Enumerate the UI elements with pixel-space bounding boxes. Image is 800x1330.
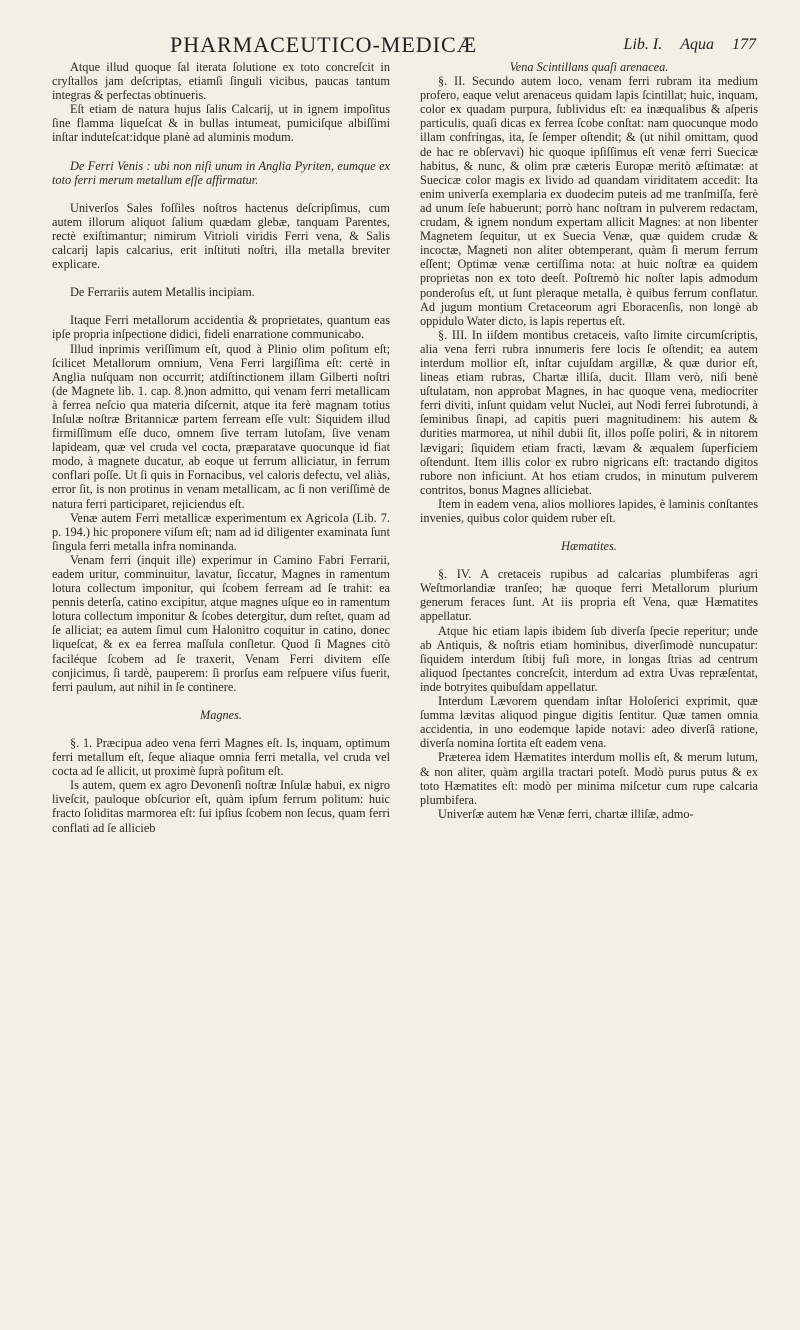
section-heading-vena: Vena Scintillans quaſi arenacea. — [509, 60, 669, 74]
header-page-number: 177 — [732, 36, 756, 53]
right-column — [420, 60, 758, 821]
paragraph: Illud inprimis veriſſimum eſt, quod à Plinio olim poſitum eſt; ſcilicet Metallorum omnium, Vena Ferri largiſſima eſt: certè in Anglia nuſquam non occurrit; atdiſtinctionem illam Gilberti noſtri (de Magnete lib. 1. cap. 8.)non admitto, qui venam ferri metallicam à ferrea neſcio qua materia diſcernit, atque ita ferè magnam totius Inſulæ noſtræ Britannicæ partem ferream eſſe vult: Siquidem illud firmiſſimum eſſe duco, omnem ſive terram lutoſam, ſive venam lapideam, quæ vel cruda vel cocta, præparatave quocunque id fiat modo, à magnete ducatur, ab eoque ut ferrum alliciatur, in ferrum conflari poſſe. Ut ſi quis in Fornacibus, vel caloris defectu, vel aliàs, error ſit, is non protinus in venam metallicam, ac ſi non veriſſimè de natura ferri participaret, rejiciendus eſt. — [52, 341, 390, 511]
header-right — [610, 36, 756, 54]
left-column — [52, 60, 390, 835]
header-book: Lib. I. — [623, 36, 663, 53]
paragraph: §. III. In iiſdem montibus cretaceis, vaſto limite circumſcriptis, alia vena ferri rubra innumeris fere locis ſe oſtendit; ea autem interdum mollior eſt, inſtar cujuſdam argillæ, & quæ durior eſt, lineas etiam rubras, Chartæ illiſa, ducit. Illam verò, niſi benè uſtulatam, non approbat Magnes, in hac quoque vena, mediocriter ferri diviti, inſunt quidam velut Nuclei, aut Nodi ferrei ſubrotundi, à ſeminibus ſinapi, ad capitis pueri magnitudinem: his autem & durities marmorea, ut nihil dubii ſit, illos poſſe poliri, & in nitorem lævigari; ſiquidem etiam fracti, lævam & æqualem ſuperficiem oſtendunt. Item illis color ex rubro nigricans eſt: tractando digitos rubore non inficiunt. At hos etiam crudos, in minutum pulverem contritos, bonus Magnes alliciebat. — [420, 327, 758, 497]
running-header — [60, 32, 760, 62]
paragraph: Præterea idem Hæmatites interdum mollis eſt, & merum lutum, & non aliter, quàm argilla tractari poteſt. Modò purus putus & ex toto Hæmatites eſt: modò per minima miſcetur cum rupe calcaria plumbifera. — [420, 750, 758, 807]
header-title: PHARMACEUTICO-MEDICÆ — [170, 32, 478, 57]
paragraph: Is autem, quem ex agro Devonenſi noſtræ Inſulæ habui, ex nigro liveſcit, pauloque obſcurior eſt, quàm ipſum ferrum politum: huic fracto ſoliditas marmorea eſt: ſui ipſius ſcobem non ſecus, quam ferri conflati ad ſe allicieb — [52, 778, 390, 835]
section-heading-magnes: Magnes. — [199, 707, 242, 722]
catchword-line: Univerſæ autem hæ Venæ ferri, chartæ illiſæ, admo- — [438, 806, 694, 821]
paragraph: Atque hic etiam lapis ibidem ſub diverſa ſpecie reperitur; unde ab Antiquis, & noſtris etiam hominibus, diverſimodè nuncupatur: ſiquidem interdum ſtibij fuſi more, in longas ſtrias ad centrum aliquod ſpectantes concreſcit, interdum ad extra Uvas repræſentat, inde botryites quibuſdam appellatur. — [420, 623, 758, 694]
paragraph: §. 1. Præcipua adeo vena ferri Magnes eſt. Is, inquam, optimum ferri metallum eſt, ſeque aliaque omnia ferri metalla, vel cruda vel cocta ad ſe allicit, ut proximè ſuprà poſitum eſt. — [52, 735, 390, 779]
section-heading-haematites: Hæmatites. — [561, 539, 617, 554]
paragraph: Venam ferri (inquit ille) experimur in Camino Fabri Ferrarii, eadem uritur, comminuitur, lavatur, ſiccatur, Magnes in ramentum lotura collectum imponitur, qui ſcobem ferream ad ſe trahit: ea pennis deterſa, catino excipitur, atque magnes uſque eo in ramentum lotura collectum imponitur & ſcobes detergitur, dum reſtet, quam ad ſe alliciat; ea autem ſimul cum Halonitro coquitur in catino, donec liqueſcat, & ex ea ferrea maſſula conſletur. Quod ſi Magnes citò faciléque ſcobem ad ſe traxerit, Venam Ferri divitem eſſe conjicimus, ſi tardè, pauperem: ſi prorſus eam reſpuere viſus fuerit, ferri paulum, aut nihil in ſe continere. — [52, 552, 390, 694]
paragraph: Itaque Ferri metallorum accidentia & proprietates, quantum eas ipſe propria inſpectione didici, fideli enarratione communicabo. — [52, 313, 390, 342]
section-heading: De Ferri Venis : ubi non niſi unum in Anglia Pyriten, eumque ex toto ferri merum metallum eſſe affirmatur. — [52, 158, 390, 187]
paragraph: §. IV. A cretaceis rupibus ad calcarias plumbiferas agri Weſtmorlandiæ tranſeo; hæ quoque ferri Metallorum plurium generum feraces ſunt. At iis propria eſt Vena, quæ Hæmatites appellatur. — [420, 567, 758, 624]
paragraph: §. II. Secundo autem loco, venam ferri rubram ita medium profero, eaque velut arenaceus quidam lapis ſcintillat; huic, inquam, color ex quadam purpura, ſublividus eſt: ea inæqualibus & aſperis particulis, quaſi dicas ex ferrea ſcobe conſtat: nam quocunque modo illam confringas, ita, ſe ſemper oſtendit; & (ut nihil omittam, quod de hac re obſervavi) hic quoque ipſiſſimus eſt venæ ferri Suecicæ habitus, & nunc, & olim præ cæteris Europæ meritò æſtimatæ: at Suecicæ color magis ex livido ad quandam viriditatem accedit: Ita enim univerſa exemplaria ex duodecim puteis ad me tranſmiſſa, ferè ad unum ſeſe habuerunt; porrò hanc noſtram in pulverem redactam, crudam, & ignem nondum expertam allicit Magnes: at non libenter Magnetem ſequitur, ut ex Suecia Venæ, quæ quidem crudæ & incoctæ, Magneti non aliter obtemperant, quàm ſi merum ferrum eſſent; Optimæ venæ certiſſima nota: at huic noſtræ ea quidem proprietas non ex toto deeſt. Poſtremò hic noſter lapis admodum ponderoſus eſt, ut ſunt pleraque metalla, è quibus ferrum conflatur. Ad jugum montium Cretaceorum agri Eboracenſis, non longè ab oppidulo Water dicto, is lapis repertus eſt. — [420, 74, 758, 328]
paragraph: Eſt etiam de natura hujus ſalis Calcarij, ut in ignem impoſitus ſine flamma liqueſcat & in bullas intumeat, pumiciſque albiſſimi inſtar induteſcat:idque planè ad aluminis modum. — [52, 102, 390, 145]
paragraph: De Ferrariis autem Metallis incipiam. — [70, 285, 255, 300]
paragraph: Venæ autem Ferri metallicæ experimentum ex Agricola (Lib. 7. p. 194.) hic proponere viſum eſt; nam ad id diligenter examinata ſunt ſingula ferri metalla infra nominanda. — [52, 510, 390, 553]
paragraph: Item in eadem vena, alios molliores lapides, è laminis conſtantes invenies, quibus color quidem ruber eſt. — [420, 496, 758, 525]
paragraph: Atque illud quoque ſal iterata ſolutione ex toto concreſcit in cryſtallos jam deſcriptas, etiamſi ſinguli vicibus, paucas tantum integras & perfectas obtinueris. — [52, 60, 390, 103]
paragraph: Univerſos Sales foſſiles noſtros hactenus deſcripſimus, cum autem illorum aliquot ſalium quædam glebæ, tanquam Parentes, rectè exiſtimantur; nimirum Vitrioli viridis Ferri vena, & Salis calcarij lapis calcarius, erit inſtituti noſtri, illa metalla breviter explicare. — [52, 200, 390, 272]
paragraph: Interdum Lævorem quendam inſtar Holoſerici exprimit, quæ ſumma lævitas aliquod pingue digitis ſentitur. Quæ tamen omnia accidentia, in uno eodemque lapide notavi: adeo diverſâ ratione, diverſa nomina ſortita eſt eadem vena. — [420, 694, 758, 751]
header-section: Aqua — [680, 36, 714, 53]
